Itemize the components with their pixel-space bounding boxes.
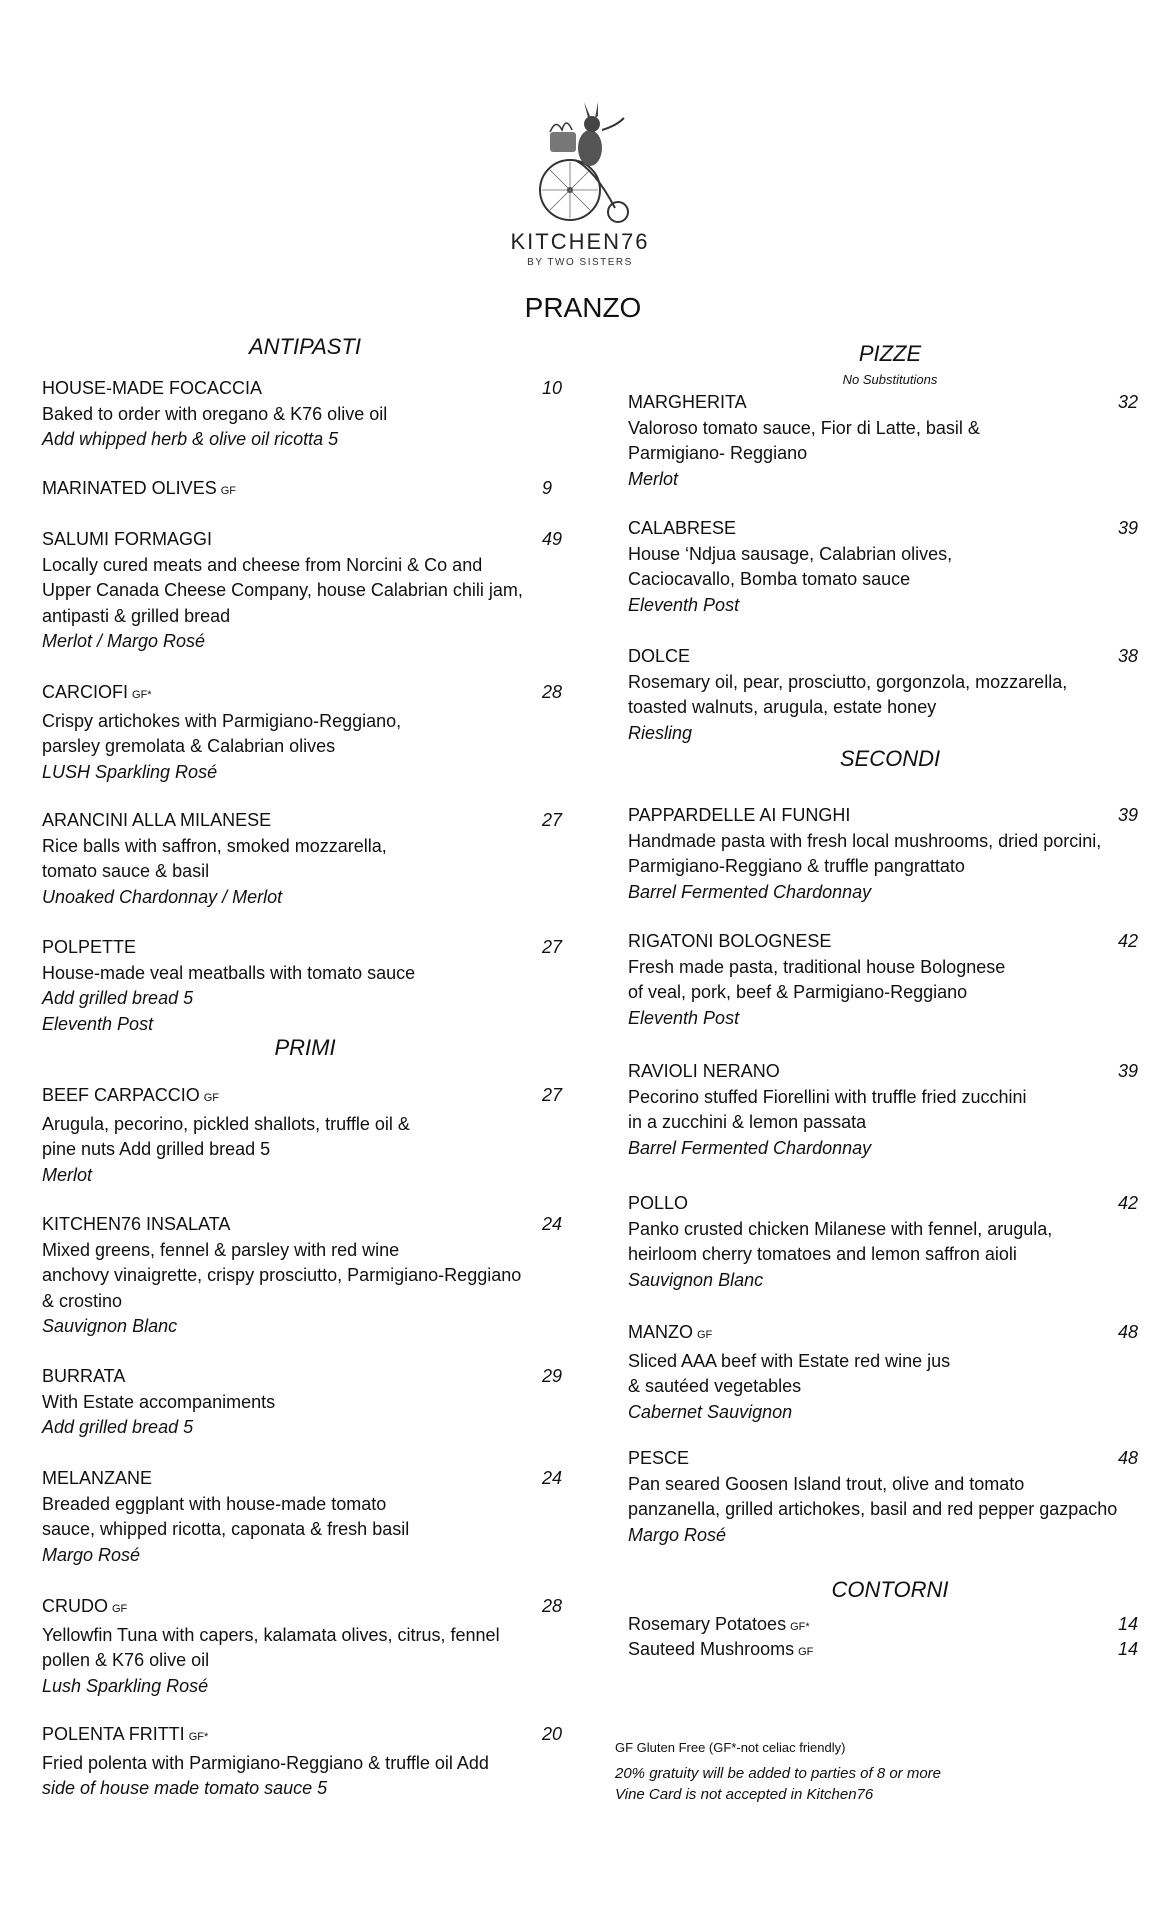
item-name: BEEF CARPACCIO (42, 1085, 200, 1105)
item-name: POLLO (628, 1193, 689, 1213)
item-description: & crostino (42, 1290, 123, 1311)
item-description: Caciocavallo, Bomba tomato sauce (628, 569, 911, 589)
item-description: Handmade pasta with fresh local mushrooms, dried porcini, (628, 830, 1102, 851)
item-price: 27 (542, 1085, 563, 1105)
menu-item (628, 1059, 1166, 1161)
menu-item (42, 527, 602, 655)
item-header (628, 929, 1166, 955)
item-price: 49 (542, 529, 563, 549)
item-description: Baked to order with oregano & K76 olive oil (42, 403, 388, 424)
item-name: BURRATA (42, 1366, 126, 1386)
item-description: & sautéed vegetables (628, 1376, 802, 1396)
wine-pairing: Merlot / Margo Rosé (42, 631, 206, 651)
item-description: of veal, pork, beef & Parmigiano-Reggiano (628, 982, 968, 1002)
rabbit-bicycle-logo-icon (520, 100, 640, 225)
item-price: 39 (1118, 805, 1139, 825)
item-description: Rice balls with saffron, smoked mozzarella, (42, 835, 387, 856)
item-name: MELANZANE (42, 1468, 153, 1488)
wine-pairing: Merlot (628, 468, 679, 489)
item-description: Crispy artichokes with Parmigiano-Reggiano, (42, 710, 402, 731)
item-header (42, 476, 602, 505)
item-description: Upper Canada Cheese Company, house Calabrian chili jam, (42, 580, 523, 600)
wine-pairing: Riesling (628, 722, 693, 743)
menu-item (628, 1191, 1166, 1293)
item-header (42, 1212, 602, 1238)
item-description: Yellowfin Tuna with capers, kalamata olives, citrus, fennel (42, 1624, 500, 1645)
item-header (628, 1059, 1166, 1085)
menu-item (628, 929, 1166, 1031)
item-header (628, 644, 1166, 670)
item-name: PAPPARDELLE AI FUNGHI (628, 805, 851, 825)
item-price: 39 (1118, 518, 1139, 538)
item-name: POLENTA FRITTI (42, 1724, 185, 1744)
item-price: 24 (542, 1468, 563, 1488)
wine-pairing: Add grilled bread 5 (42, 1417, 194, 1437)
item-description: toasted walnuts, arugula, estate honey (628, 697, 937, 717)
brand-subtitle: BY TWO SISTERS (527, 257, 633, 268)
item-price: 24 (542, 1214, 563, 1234)
item-description: Pecorino stuffed Fiorellini with truffle fried zucchini (628, 1086, 1027, 1107)
section-antipasti: ANTIPASTI (248, 334, 362, 359)
item-price: 42 (1118, 931, 1139, 951)
item-name: DOLCE (628, 646, 691, 666)
wine-pairing: Merlot (42, 1164, 93, 1185)
item-name: PESCE (628, 1448, 690, 1468)
item-description: Panko crusted chicken Milanese with fennel, arugula, (628, 1218, 1053, 1239)
wine-pairing: Barrel Fermented Chardonnay (628, 881, 872, 902)
item-header (42, 680, 602, 709)
item-name: SALUMI FORMAGGI (42, 529, 213, 549)
item-price: 28 (542, 682, 563, 702)
item-price: 48 (1118, 1448, 1139, 1468)
item-header (42, 527, 602, 553)
menu-item (628, 803, 1166, 905)
item-price: 9 (542, 478, 553, 498)
wine-pairing: side of house made tomato sauce 5 (42, 1778, 328, 1798)
side-item-price: 14 (1118, 1614, 1139, 1634)
menu-item (628, 1320, 1166, 1425)
item-description: House ‘Ndjua sausage, Calabrian olives, (628, 543, 953, 564)
item-header (42, 1722, 602, 1751)
pizze-note: No Substitutions (842, 372, 938, 387)
gf-note: GF Gluten Free (GF*-not celiac friendly) (615, 1740, 846, 1755)
menu-title: PRANZO (524, 292, 642, 323)
gratuity-note: 20% gratuity will be added to parties of 8 or more (615, 1765, 942, 1782)
item-description: With Estate accompaniments (42, 1391, 276, 1412)
wine-pairing: Add grilled bread 5 (42, 988, 194, 1008)
item-name: HOUSE-MADE FOCACCIA (42, 378, 263, 398)
gluten-free-badge: GF* (188, 1731, 209, 1743)
item-description: Parmigiano- Reggiano (628, 443, 808, 463)
item-description: House-made veal meatballs with tomato sauce (42, 962, 416, 983)
item-description: sauce, whipped ricotta, caponata & fresh basil (42, 1519, 410, 1539)
section-primi: PRIMI (274, 1035, 336, 1060)
gluten-free-badge: GF (697, 1329, 713, 1341)
item-header (42, 1466, 602, 1492)
item-price: 32 (1118, 392, 1139, 412)
menu-item (42, 476, 602, 505)
menu-item (42, 1594, 602, 1699)
item-name: CARCIOFI (42, 682, 129, 702)
footer (615, 1740, 941, 1805)
item-name: MARGHERITA (628, 392, 747, 412)
item-description: Parmigiano-Reggiano & truffle pangrattato (628, 856, 965, 876)
item-price: 48 (1118, 1322, 1139, 1342)
wine-pairing: LUSH Sparkling Rosé (42, 761, 218, 782)
wine-pairing: Lush Sparkling Rosé (42, 1675, 209, 1696)
item-description: Fresh made pasta, traditional house Bolognese (628, 956, 1006, 977)
gluten-free-badge: GF* (132, 689, 152, 701)
gluten-free-badge: GF* (790, 1621, 810, 1633)
menu-item (628, 516, 1166, 618)
menu-item (42, 1466, 602, 1568)
section-pizze: PIZZE (858, 341, 922, 366)
brand-name: KITCHEN76 (510, 229, 650, 254)
item-name: MARINATED OLIVES (42, 478, 217, 498)
item-description: parsley gremolata & Calabrian olives (42, 736, 336, 756)
item-description: tomato sauce & basil (42, 861, 210, 881)
item-name: KITCHEN76 INSALATA (42, 1214, 231, 1234)
item-description: pollen & K76 olive oil (42, 1650, 210, 1670)
gluten-free-badge: GF (203, 1092, 219, 1104)
item-name: CRUDO (42, 1596, 108, 1616)
item-header (42, 376, 602, 402)
wine-pairing: Add whipped herb & olive oil ricotta 5 (42, 429, 339, 449)
menu-item (42, 376, 602, 453)
item-header (628, 390, 1166, 416)
menu-item (42, 1083, 602, 1188)
wine-pairing: Cabernet Sauvignon (628, 1401, 793, 1422)
item-name: RAVIOLI NERANO (628, 1061, 780, 1081)
item-header (42, 1364, 602, 1390)
gluten-free-badge: GF (798, 1646, 814, 1658)
vine-card-note: Vine Card is not accepted in Kitchen76 (615, 1786, 874, 1803)
item-price: 42 (1118, 1193, 1139, 1213)
item-description: Pan seared Goosen Island trout, olive and tomato (628, 1473, 1025, 1494)
item-header (628, 1446, 1166, 1472)
logo (500, 100, 660, 280)
item-name: POLPETTE (42, 937, 137, 957)
item-name: ARANCINI ALLA MILANESE (42, 810, 272, 830)
section-contorni: CONTORNI (831, 1577, 949, 1602)
item-description: pine nuts Add grilled bread 5 (42, 1139, 271, 1159)
item-description: heirloom cherry tomatoes and lemon saffron aioli (628, 1244, 1017, 1264)
item-description: Arugula, pecorino, pickled shallots, truffle oil & (42, 1113, 410, 1134)
side-item-name: Sauteed Mushrooms (628, 1639, 795, 1659)
item-price: 28 (542, 1596, 563, 1616)
item-price: 10 (542, 378, 563, 398)
wine-pairing: Barrel Fermented Chardonnay (628, 1137, 872, 1158)
item-price: 20 (542, 1724, 563, 1744)
item-header (42, 1083, 602, 1112)
wine-pairing: Eleventh Post (42, 1013, 154, 1034)
item-header (628, 1320, 1166, 1349)
item-description: antipasti & grilled bread (42, 605, 231, 626)
menu-item (42, 680, 602, 785)
wine-pairing: Margo Rosé (628, 1524, 727, 1545)
wine-pairing: Sauvignon Blanc (42, 1316, 178, 1336)
item-name: CALABRESE (628, 518, 737, 538)
item-price: 29 (542, 1366, 563, 1386)
menu-item (42, 935, 602, 1037)
item-header (42, 935, 602, 961)
wine-pairing: Margo Rosé (42, 1544, 141, 1565)
menu-item (42, 1212, 602, 1340)
item-header (42, 1594, 602, 1623)
item-name: RIGATONI BOLOGNESE (628, 931, 832, 951)
side-item-name: Rosemary Potatoes (628, 1614, 787, 1634)
item-description: Valoroso tomato sauce, Fior di Latte, basil & (628, 417, 980, 438)
menu-item (42, 1722, 602, 1802)
side-item-price: 14 (1118, 1639, 1139, 1659)
menu-item (42, 1364, 602, 1441)
wine-pairing: Eleventh Post (628, 594, 740, 615)
item-description: Fried polenta with Parmigiano-Reggiano & truffle oil Add (42, 1752, 489, 1773)
item-description: in a zucchini & lemon passata (628, 1112, 867, 1132)
item-header (628, 516, 1166, 542)
gluten-free-badge: GF (220, 485, 236, 497)
item-price: 27 (542, 810, 563, 830)
item-description: Sliced AAA beef with Estate red wine jus (628, 1350, 951, 1371)
item-name: MANZO (628, 1322, 693, 1342)
menu-item (628, 1446, 1166, 1548)
wine-pairing: Sauvignon Blanc (628, 1269, 764, 1290)
item-description: anchovy vinaigrette, crispy prosciutto, Parmigiano-Reggiano (42, 1265, 522, 1285)
item-header (42, 808, 602, 834)
menu-item (42, 808, 602, 910)
gluten-free-badge: GF (112, 1603, 128, 1615)
item-description: Breaded eggplant with house-made tomato (42, 1493, 387, 1514)
side-item (628, 1637, 1148, 1666)
item-description: Rosemary oil, pear, prosciutto, gorgonzola, mozzarella, (628, 671, 1068, 692)
wine-pairing: Unoaked Chardonnay / Merlot (42, 886, 283, 907)
item-header (628, 803, 1166, 829)
section-secondi: SECONDI (839, 746, 941, 771)
item-price: 38 (1118, 646, 1139, 666)
item-header (628, 1191, 1166, 1217)
item-price: 39 (1118, 1061, 1139, 1081)
item-description: Locally cured meats and cheese from Norcini & Co and (42, 554, 483, 575)
menu-item (628, 390, 1166, 492)
menu-item (628, 644, 1166, 746)
item-price: 27 (542, 937, 563, 957)
wine-pairing: Eleventh Post (628, 1007, 740, 1028)
item-description: panzanella, grilled artichokes, basil and red pepper gazpacho (628, 1499, 1118, 1519)
item-description: Mixed greens, fennel & parsley with red wine (42, 1239, 400, 1260)
